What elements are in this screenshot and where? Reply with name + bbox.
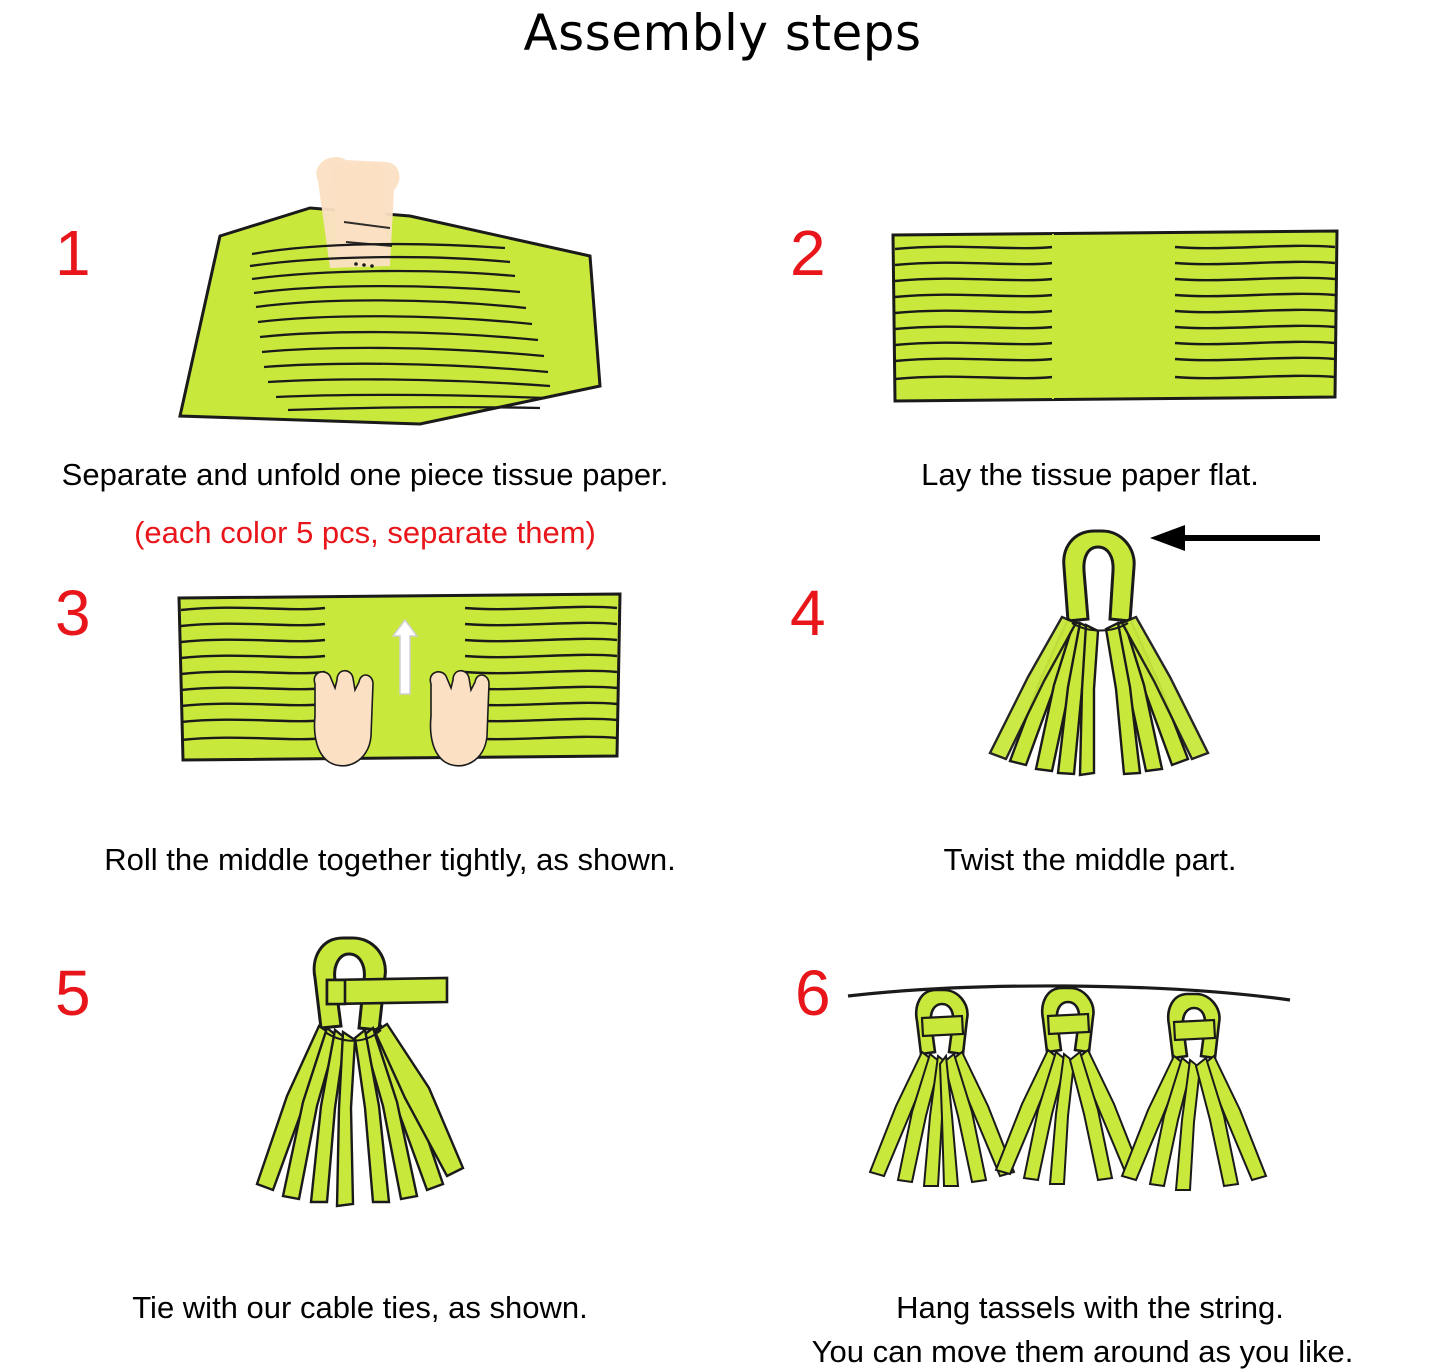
step-1-number: 1	[55, 217, 91, 289]
step-1-note: (each color 5 pcs, separate them)	[134, 515, 596, 550]
step-5-number: 5	[55, 957, 91, 1029]
step-3-number: 3	[55, 577, 91, 649]
hand-unfolding-tissue-paper-icon	[160, 146, 630, 436]
tassel-1	[870, 990, 1014, 1186]
three-tassels-on-string-icon	[840, 966, 1300, 1256]
two-hands-rolling-middle-icon	[165, 576, 635, 836]
arrow-icon	[1150, 525, 1320, 551]
step-4-figure	[840, 501, 1340, 831]
step-6-figure	[840, 966, 1300, 1256]
step-2-figure	[885, 221, 1345, 411]
step-5-caption: Tie with our cable ties, as shown.	[132, 1290, 588, 1325]
twisted-tassel-with-arrow-icon	[840, 501, 1340, 831]
step-6-caption: Hang tassels with the string.	[896, 1290, 1284, 1325]
step-3-figure	[165, 576, 635, 836]
page-title: Assembly steps	[523, 4, 922, 62]
flat-accordion-folded-tissue-icon	[885, 221, 1345, 411]
step-6-note: You can move them around as you like.	[811, 1334, 1354, 1369]
tassel-2	[996, 988, 1140, 1184]
tassel-3	[1122, 994, 1266, 1190]
step-2-number: 2	[790, 217, 826, 289]
step-2-caption: Lay the tissue paper flat.	[921, 457, 1259, 492]
step-4-number: 4	[790, 577, 826, 649]
step-1-caption: Separate and unfold one piece tissue paper.	[61, 457, 669, 492]
step-4-caption: Twist the middle part.	[943, 842, 1237, 877]
step-6-number: 6	[795, 957, 831, 1029]
tassel-tied-with-cable-tie-icon	[215, 916, 555, 1256]
step-1-figure	[160, 146, 630, 436]
step-5-figure	[215, 916, 555, 1256]
step-3-caption: Roll the middle together tightly, as shown.	[104, 842, 676, 877]
